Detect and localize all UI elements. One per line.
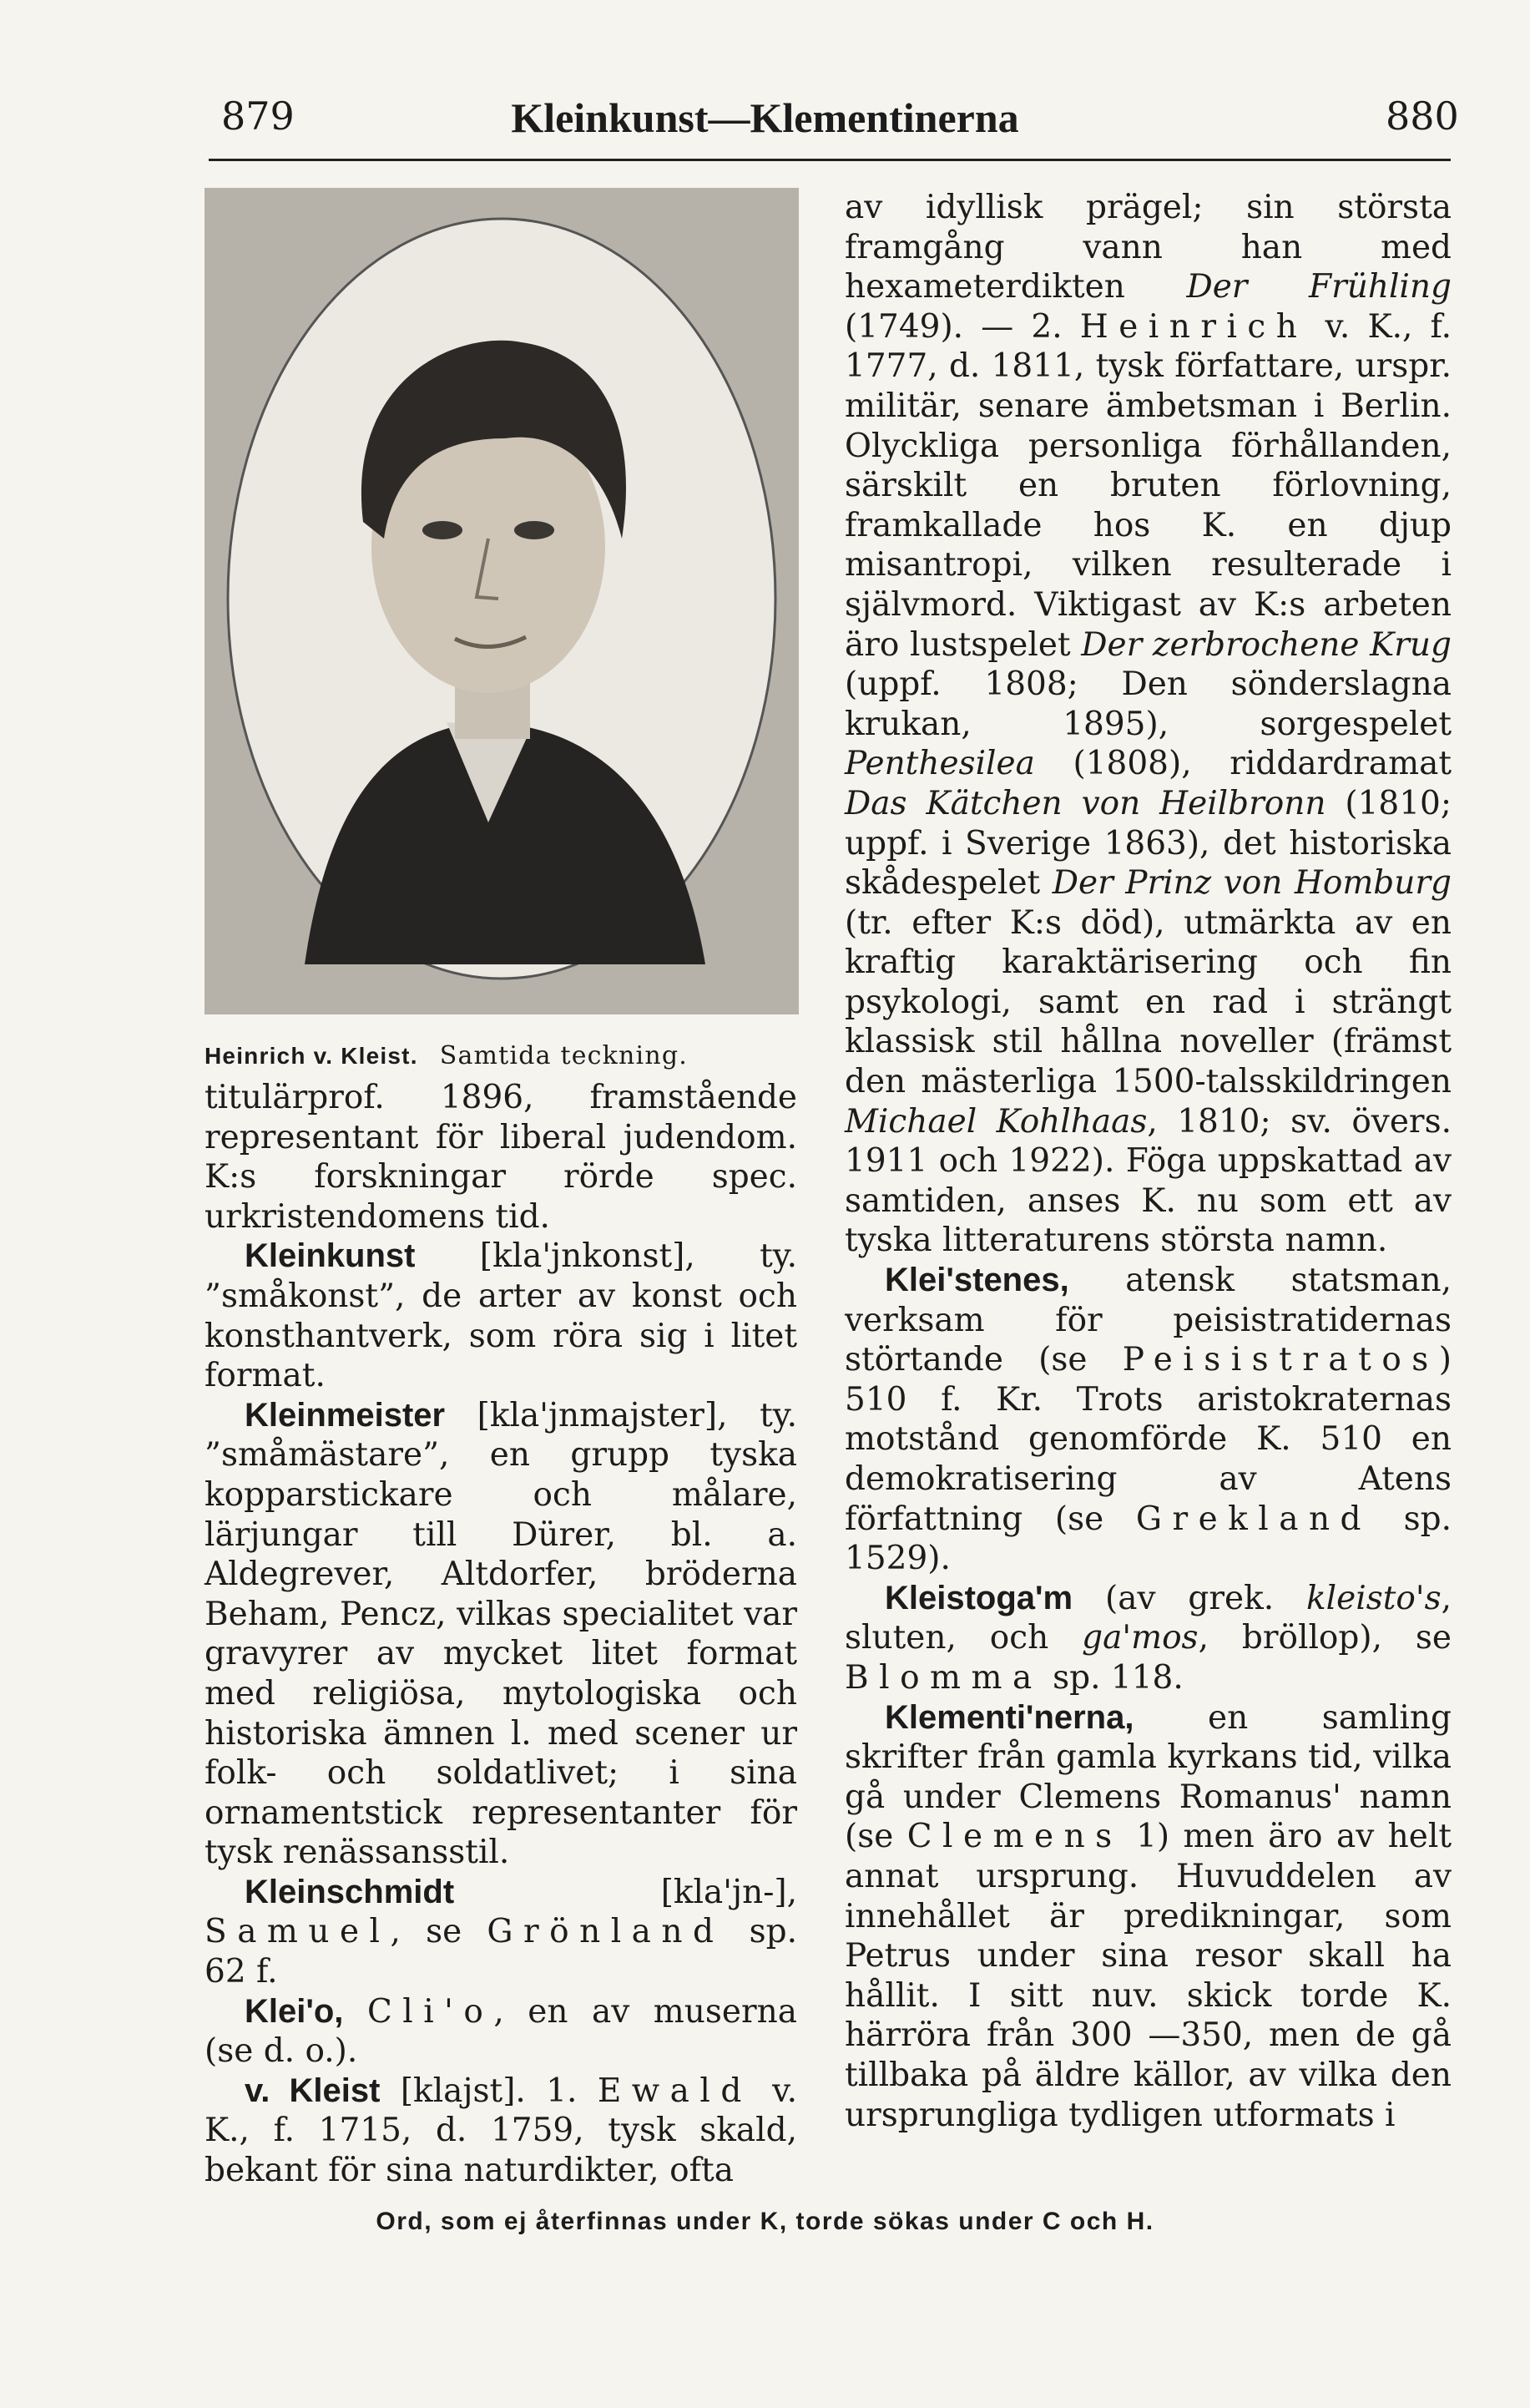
work-title: Der Frühling xyxy=(1186,268,1452,306)
cross-reference: Peisistratos xyxy=(1122,1341,1439,1379)
entry-kleistenes xyxy=(845,1261,1452,1579)
entry-kleinkunst xyxy=(205,1237,797,1395)
work-title: Das Kätchen von Heilbronn xyxy=(845,784,1326,822)
left-column xyxy=(205,188,797,2191)
cross-reference: Clemens xyxy=(906,1818,1123,1856)
greek-word: ga'mos xyxy=(1082,1619,1199,1657)
entry-text: [kla'jnmajster], ty. ”småmästare”, en grupp tyska kopparstickare och målare, lärjungar till Dürer, bl. a. Aldegrever, Altdorfer, bröderna Beham, Pencz, vilkas specialitet var gravyrer av mycket litet format med religiösa, mytologiska och historiska ämnen l. med scener ur folk- och soldatlivet; i sina ornamentstick representanter för tysk renässansstil. xyxy=(205,1396,797,1872)
entry-kleist xyxy=(205,2072,797,2191)
entry-text: ) 510 f. Kr. Trots aristokraternas motstånd genomförde K. 510 en demokratisering av Atens författning (se xyxy=(845,1341,1452,1538)
entry-text: [kla'jnkonst], ty. ”småkonst”, de arter av konst och konsthantverk, som röra sig i litet format. xyxy=(205,1237,797,1395)
entry-text: [klajst]. 1. xyxy=(380,2072,598,2110)
entry-text: , 1810; sv. övers. 1911 och 1922). Föga uppskattad av samtiden, anses K. nu som ett av tyska litteraturens största namn. xyxy=(845,1102,1452,1260)
work-title: Michael Kohlhaas xyxy=(845,1102,1148,1141)
headword-kleist: v. Kleist xyxy=(245,2072,381,2109)
portrait-drawing xyxy=(205,188,799,1014)
right-column xyxy=(845,188,1452,2135)
entry-kleinmeister xyxy=(205,1396,797,1873)
entry-text: (1749). — 2. xyxy=(845,307,1080,346)
entry-klementinerna xyxy=(845,1698,1452,2136)
cross-reference: Grekland xyxy=(1135,1500,1371,1538)
entry-kleio xyxy=(205,1992,797,2072)
entry-text: v. K., f. 1715, d. 1759, tysk skald, bekant för sina naturdikter, ofta xyxy=(205,2072,797,2190)
headword-kleistogam: Kleistoga'm xyxy=(885,1579,1073,1616)
entry-text: [kla'jn-], xyxy=(454,1873,797,1911)
work-title: Der Prinz von Homburg xyxy=(1052,864,1452,903)
entry-text: (1808), riddardramat xyxy=(1034,745,1452,783)
page-title: Kleinkunst—Klementinerna xyxy=(511,94,1019,141)
entry-kleinschmidt xyxy=(205,1873,797,1992)
entry-text: 1) men äro av helt annat ursprung. Huvuddelen av innehållet är predikningar, som Petrus under sina resor skall ha hållit. I sitt nuv. skick torde K. härröra från 300 —350, men de gå tillbaka på äldre källor, av vilka den ursprungliga tydligen utformats i xyxy=(845,1818,1452,2134)
header-rule xyxy=(209,159,1451,161)
entry-kleist-continued xyxy=(845,188,1452,1261)
headword-kleistenes: Klei'stenes, xyxy=(885,1262,1069,1299)
entry-text: sp. 1529). xyxy=(845,1500,1452,1578)
entry-kleistogam xyxy=(845,1579,1452,1698)
entry-text: , se xyxy=(390,1913,487,1951)
entry-text: (tr. efter K:s död), utmärkta av en kraftig karaktärisering och fin psykologi, samt en rad i strängt klassisk stil hållna noveller (främst den mästerliga 1500-talsskildringen xyxy=(845,903,1452,1101)
entry-text: atensk statsman, verksam för peisistratidernas störtande (se xyxy=(845,1262,1452,1379)
cross-reference: Blomma xyxy=(845,1658,1043,1697)
page-number-right: 880 xyxy=(1386,94,1459,139)
page-number-left: 879 xyxy=(221,94,295,139)
entry-text: (uppf. 1808; Den sönderslagna krukan, 1895), sorgespelet xyxy=(845,665,1452,743)
spaced-name: Cli'o xyxy=(366,1992,494,2031)
headword-kleio: Klei'o, xyxy=(245,1992,344,2030)
greek-word: kleisto's xyxy=(1306,1579,1442,1617)
cross-reference: Grönland xyxy=(487,1913,725,1951)
caption-name: Heinrich v. Kleist. xyxy=(205,1043,418,1069)
work-title: Penthesilea xyxy=(845,745,1035,783)
portrait-caption xyxy=(205,1040,797,1073)
headword-kleinkunst: Kleinkunst xyxy=(245,1237,416,1275)
footer-note: Ord, som ej återfinnas under K, torde sökas under C och H. xyxy=(376,2208,1154,2235)
work-title: Der zerbrochene Krug xyxy=(1081,625,1452,664)
caption-description: Samtida teckning. xyxy=(439,1041,689,1070)
spaced-name: Ewald xyxy=(597,2072,752,2110)
entry-text: sp. 62 f. xyxy=(205,1913,797,1991)
entry-text: sp. 118. xyxy=(1042,1658,1184,1697)
entry-text: , bröllop), se xyxy=(1198,1619,1452,1657)
entry-text: (av grek. xyxy=(1073,1579,1307,1617)
entry-text: v. K., f. 1777, d. 1811, tysk författare, urspr. militär, senare ämbetsman i Berlin. Olyckliga personliga förhållanden, särskilt en bruten förlovning, framkallade hos K. en djup misantropi, vilken resulterade i självmord. Viktigast av K:s arbeten äro lustspelet xyxy=(845,307,1452,664)
spaced-name: Heinrich xyxy=(1079,307,1308,346)
portrait-image xyxy=(205,188,799,1014)
entry-text: en samling skrifter från gamla kyrkans tid, vilka gå under Clemens Romanus' namn (se xyxy=(845,1698,1452,1856)
headword-kleinmeister: Kleinmeister xyxy=(245,1396,446,1434)
headword-kleinschmidt: Kleinschmidt xyxy=(245,1873,455,1910)
entry-text: , sluten, och xyxy=(845,1579,1452,1657)
entry-text: (1810; uppf. i Sverige 1863), det historiska skådespelet xyxy=(845,784,1452,903)
headword-klementinerna: Klementi'nerna, xyxy=(885,1698,1134,1736)
entry-text: av idyllisk prägel; sin största framgång vann han med hexameterdikten xyxy=(845,189,1452,306)
paragraph-continued: titulärprof. 1896, framstående representant för liberal judendom. K:s forskningar rörde spec. urkristendomens tid. xyxy=(205,1079,797,1236)
entry-text: , en av muserna (se d. o.). xyxy=(205,1992,797,2071)
spaced-name: Samuel xyxy=(205,1913,391,1951)
